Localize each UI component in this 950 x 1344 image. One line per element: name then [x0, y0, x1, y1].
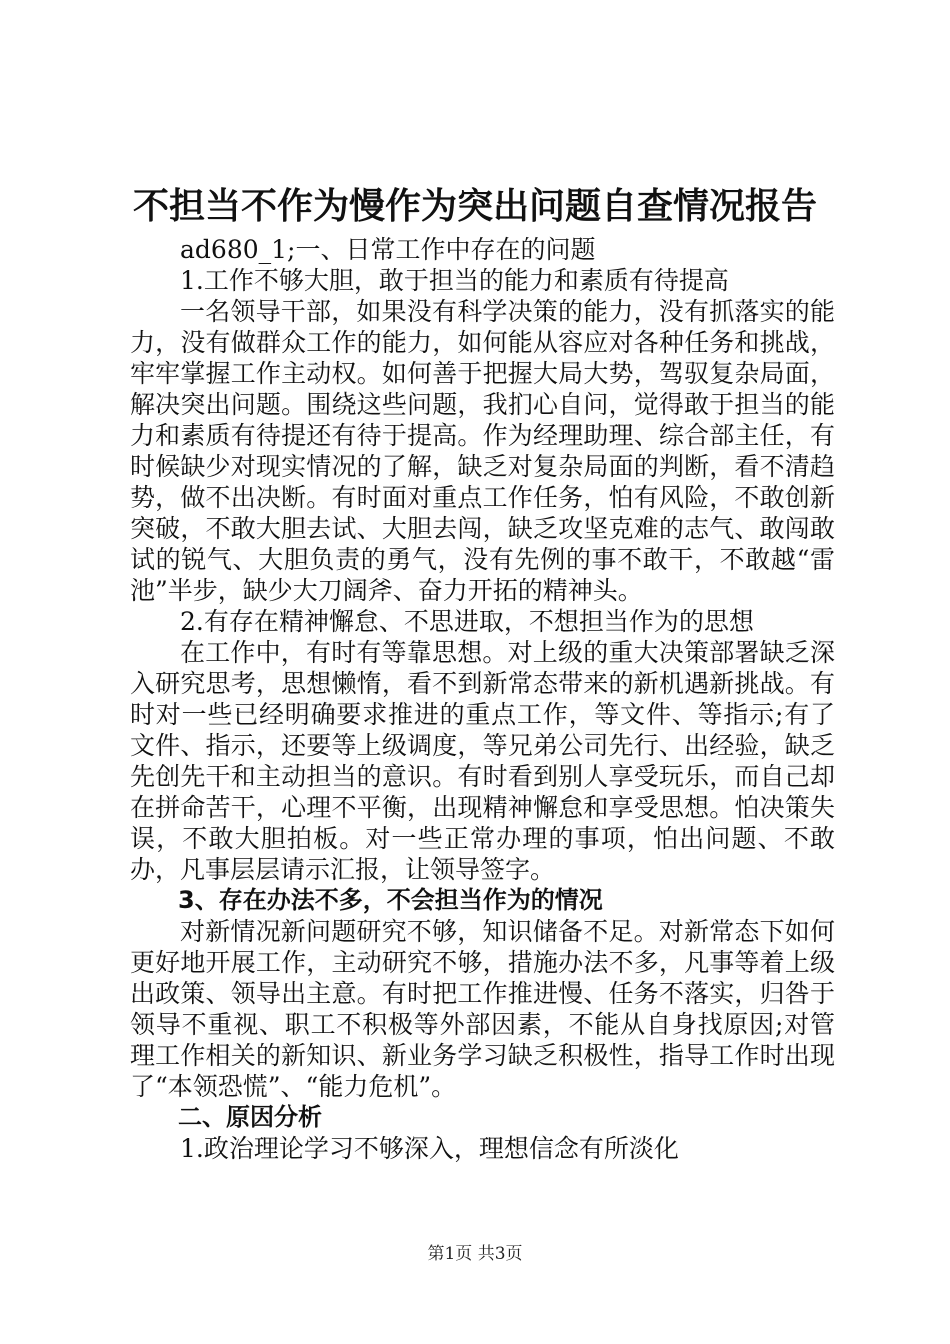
document-title: 不担当不作为慢作为突出问题自查情况报告	[132, 186, 817, 227]
page-footer: 第1页 共3页	[427, 1244, 523, 1264]
paragraph-1: 一名领导干部，如果没有科学决策的能力，没有抓落实的能力，没有做群众工作的能力，如何能从容应对各种任务和挑战，牢牢掌握工作主动权。如何善于把握大局大势，驾驭复杂局面，解决突出问题。围绕这些问题，我扪心自问，觉得敢于担当的能力和素质有待提还有待于提高。作为经理助理、综合部主任，有时候缺少对现实情况的了解，缺乏对复杂局面的判断，看不清趋势，做不出决断。有时面对重点工作任务，怕有风险，不敢创新突破，不敢大胆去试、大胆去闯，缺乏攻坚克难的志气、敢闯敢试的锐气、大胆负责的勇气，没有先例的事不敢干，不敢越“雷池”半步，缺少大刀阔斧、奋力开拓的精神头。	[130, 297, 835, 605]
subheading-causes-1: 1.政治理论学习不够深入，理想信念有所淡化	[180, 1134, 679, 1163]
paragraph-2: 在工作中，有时有等靠思想。对上级的重大决策部署缺乏深入研究思考，思想懒惰，看不到新常态带来的新机遇新挑战。有时对一些已经明确要求推进的重点工作，等文件、等指示;有了文件、指示，还要等上级调度，等兄弟公司先行、出经验，缺乏先创先干和主动担当的意识。有时看到别人享受玩乐，而自己却在拼命苦干，心理不平衡，出现精神懈怠和享受思想。怕决策失误，不敢大胆拍板。对一些正常办理的事项，怕出问题、不敢办，凡事层层请示汇报，让领导签字。	[130, 638, 835, 884]
section-heading-causes: 二、原因分析	[178, 1103, 322, 1131]
document-body	[130, 234, 835, 1164]
paragraph-3: 对新情况新问题研究不够，知识储备不足。对新常态下如何更好地开展工作，主动研究不够，措施办法不多，凡事等着上级出政策、领导出主意。有时把工作推进慢、任务不落实，归咎于领导不重视、职工不积极等外部因素，不能从自身找原因;对管理工作相关的新知识、新业务学习缺乏积极性，指导工作时出现了“本领恐慌”、“能力危机”。	[130, 917, 835, 1101]
section-heading-issues: ad680_1;一、日常工作中存在的问题	[180, 235, 596, 264]
subheading-2: 2.有存在精神懈怠、不思进取，不想担当作为的思想	[180, 607, 754, 636]
subheading-3: 3、存在办法不多，不会担当作为的情况	[178, 886, 603, 914]
subheading-1: 1.工作不够大胆，敢于担当的能力和素质有待提高	[180, 266, 729, 295]
